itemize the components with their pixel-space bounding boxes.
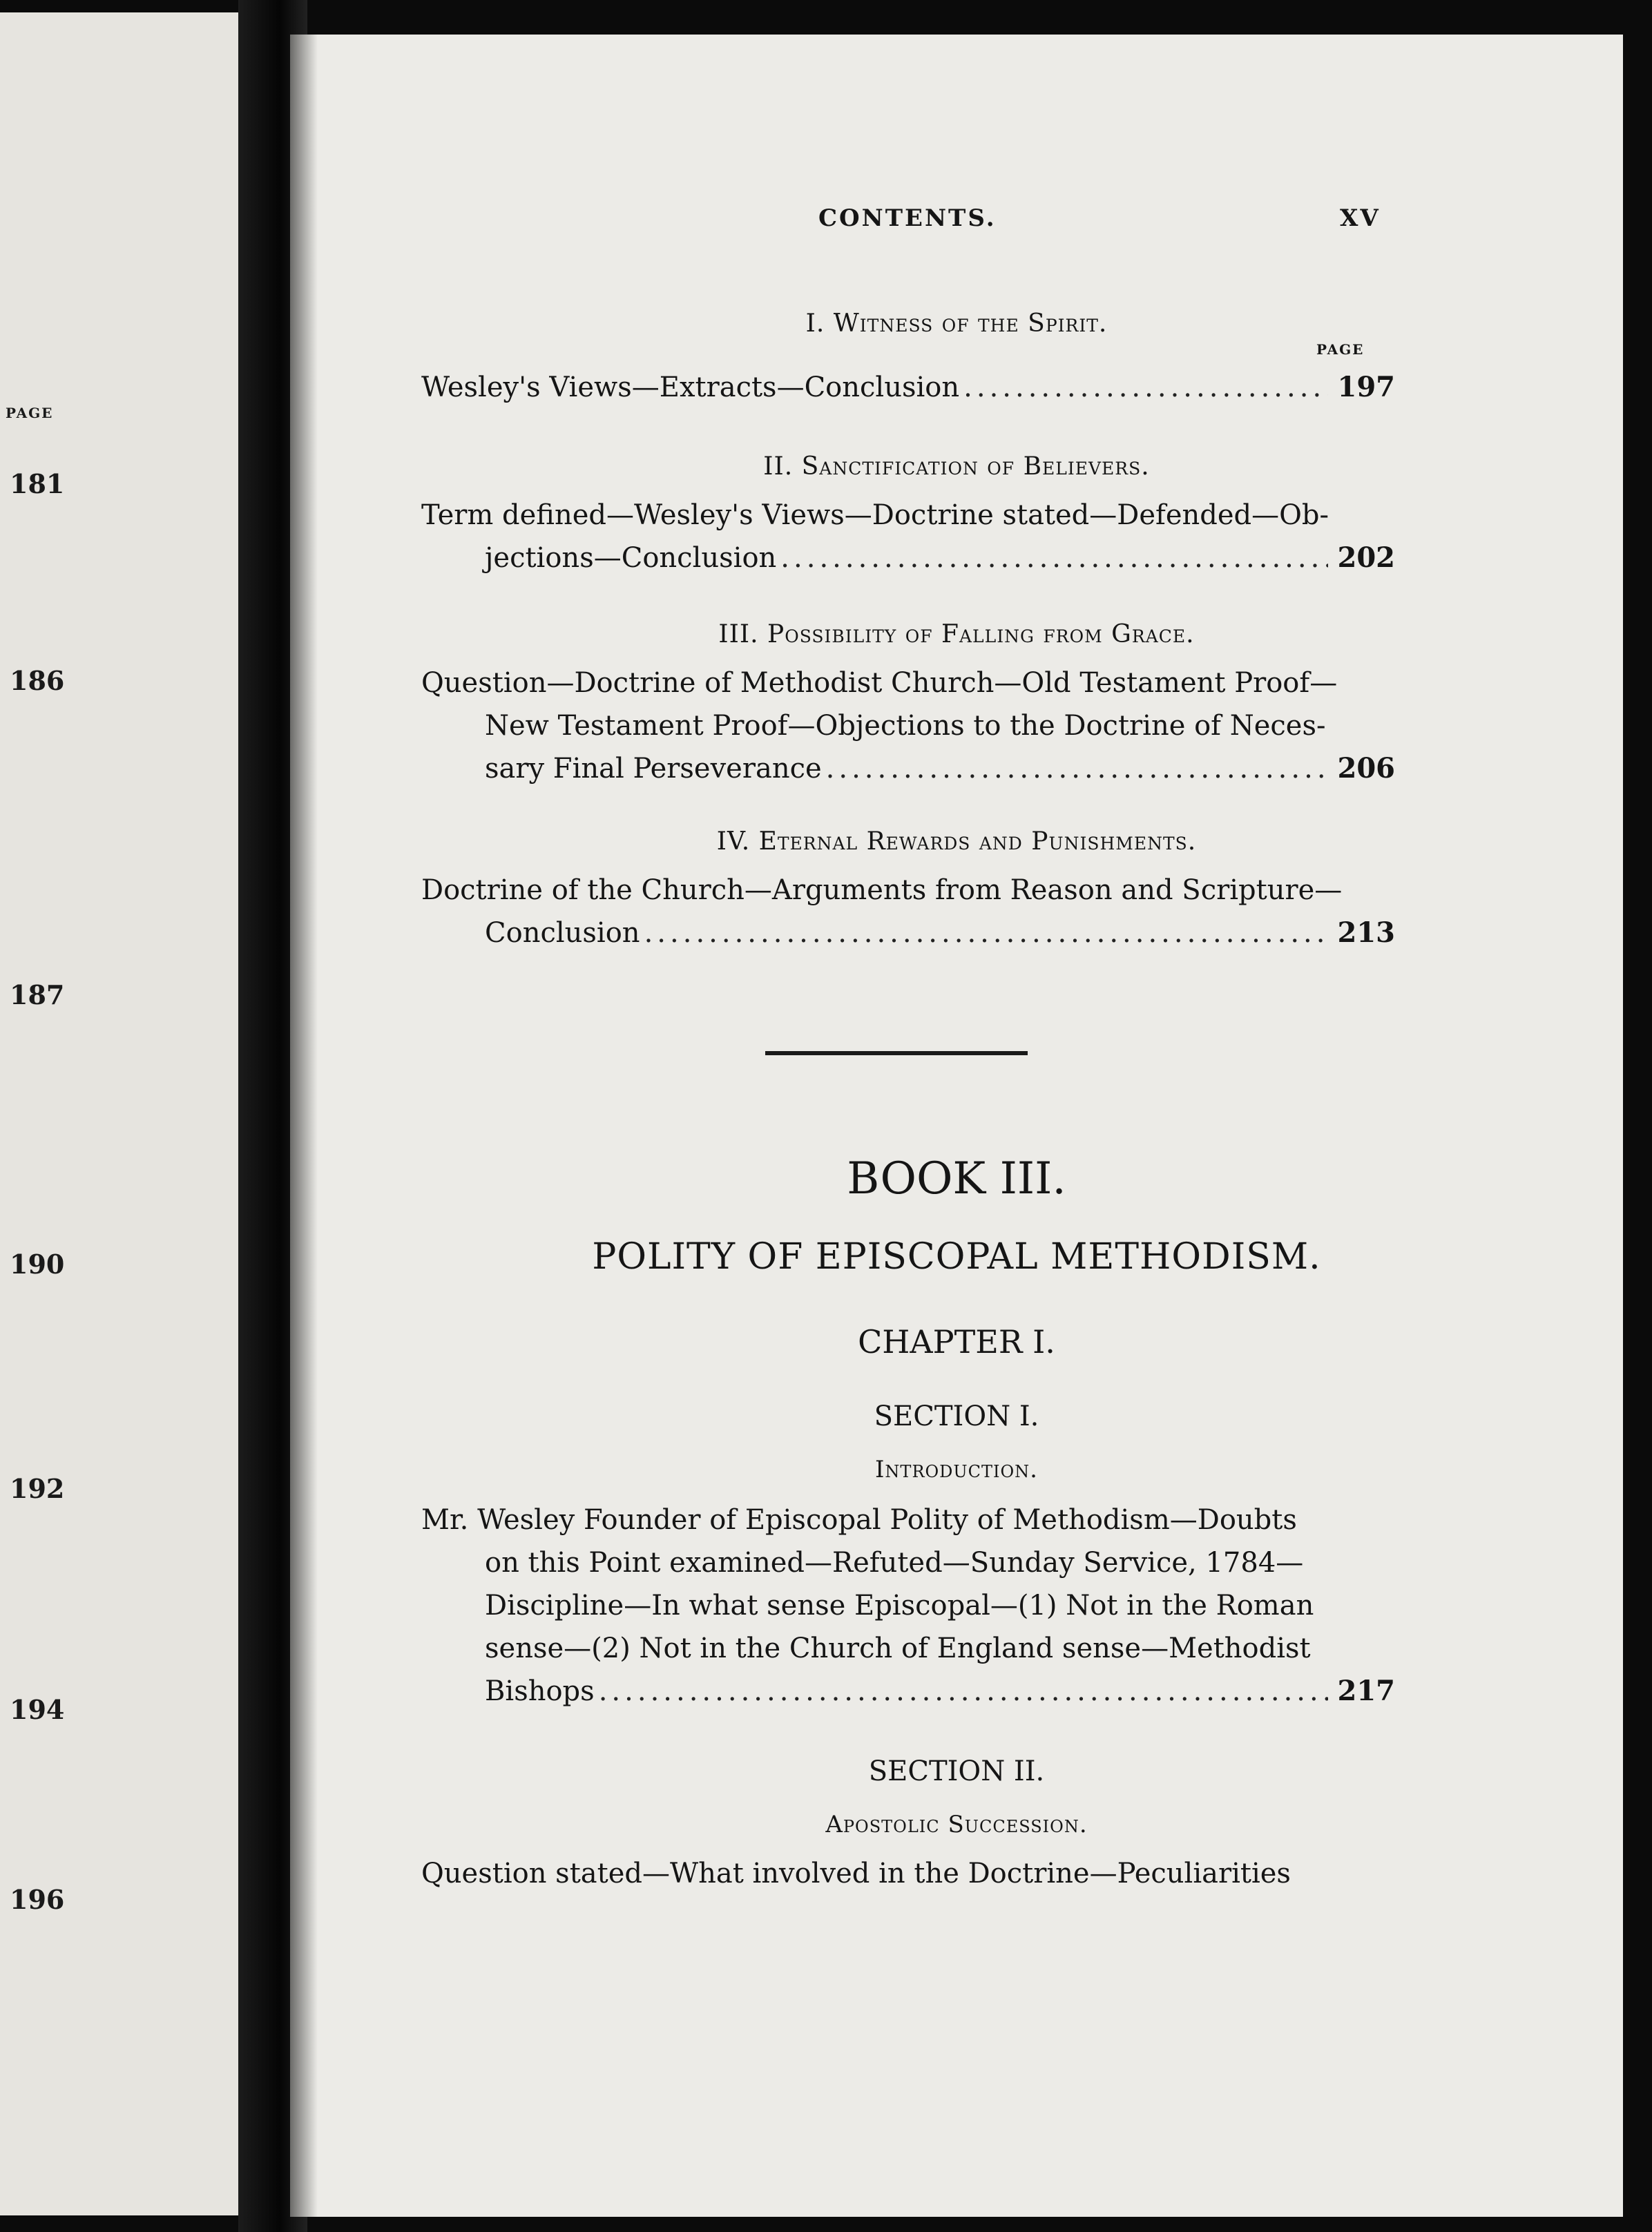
dot-leader — [826, 747, 1328, 790]
left-page-margin — [0, 12, 238, 2215]
contents-entry: Question—Doctrine of Methodist Church—Old Testament Proof— New Testament Proof—Objections to the Doctrine of Neces- sary Final Perseverance ..... 206 — [421, 662, 1395, 790]
book-title: BOOK III. — [847, 1153, 1066, 1204]
dot-leader — [644, 912, 1328, 954]
contents-entry: Mr. Wesley Founder of Episcopal Polity of Methodism—Doubts on this Point examined—Refuted—Sunday Service, 1784— Discipline—In what sense Episcopal—(1) Not in the Roman sense—(2) Not in the Church of England sense—Methodist Bishops ..... 217 — [421, 1499, 1395, 1713]
contents-entry: Doctrine of the Church—Arguments from Reason and Scripture— Conclusion ..... 213 — [421, 869, 1395, 954]
section-title: III. Possibility of Falling from Grace. — [718, 620, 1195, 648]
divider-rule — [765, 1051, 1028, 1055]
page-number: 217 — [1337, 1675, 1395, 1707]
left-page-number: 196 — [10, 1884, 65, 1915]
dot-leader — [963, 366, 1327, 409]
contents-entry: Wesley's Views—Extracts—Conclusion ..... 197 — [421, 366, 1395, 409]
page-number: 202 — [1337, 541, 1395, 574]
section-subheading: Apostolic Succession. — [825, 1811, 1088, 1838]
left-page-number: 181 — [10, 468, 65, 499]
running-head-folio: XV — [1340, 204, 1381, 232]
left-page-number: 186 — [10, 665, 65, 696]
left-page-number: 194 — [10, 1694, 65, 1725]
section-heading: SECTION I. — [874, 1401, 1039, 1432]
section-title: IV. Eternal Rewards and Punishments. — [716, 827, 1197, 856]
contents-entry: Term defined—Wesley's Views—Doctrine stated—Defended—Ob- jections—Conclusion ..... 202 — [421, 494, 1395, 579]
left-page-number: 190 — [10, 1249, 65, 1280]
left-page-number: 187 — [10, 979, 65, 1010]
dot-leader — [599, 1670, 1328, 1713]
contents-page — [290, 35, 1623, 2217]
section-heading: SECTION II. — [868, 1755, 1045, 1787]
book-subtitle: POLITY OF EPISCOPAL METHODISM. — [592, 1236, 1321, 1278]
left-page-label: PAGE — [6, 405, 54, 421]
page-number: 206 — [1337, 752, 1395, 785]
left-page-number: 192 — [10, 1473, 65, 1504]
section-title: I. Witness of the Spirit. — [805, 309, 1108, 338]
section-title: II. Sanctification of Believers. — [763, 452, 1150, 481]
page-column-label: PAGE — [1316, 341, 1365, 358]
page-number: 197 — [1337, 371, 1395, 403]
dot-leader — [780, 537, 1327, 579]
running-head-title: CONTENTS. — [818, 204, 997, 232]
chapter-heading: CHAPTER I. — [858, 1323, 1055, 1360]
page-number: 213 — [1337, 916, 1395, 949]
section-subheading: Introduction. — [875, 1456, 1038, 1483]
contents-entry: Question stated—What involved in the Doctrine—Peculiarities — [421, 1858, 1291, 1889]
